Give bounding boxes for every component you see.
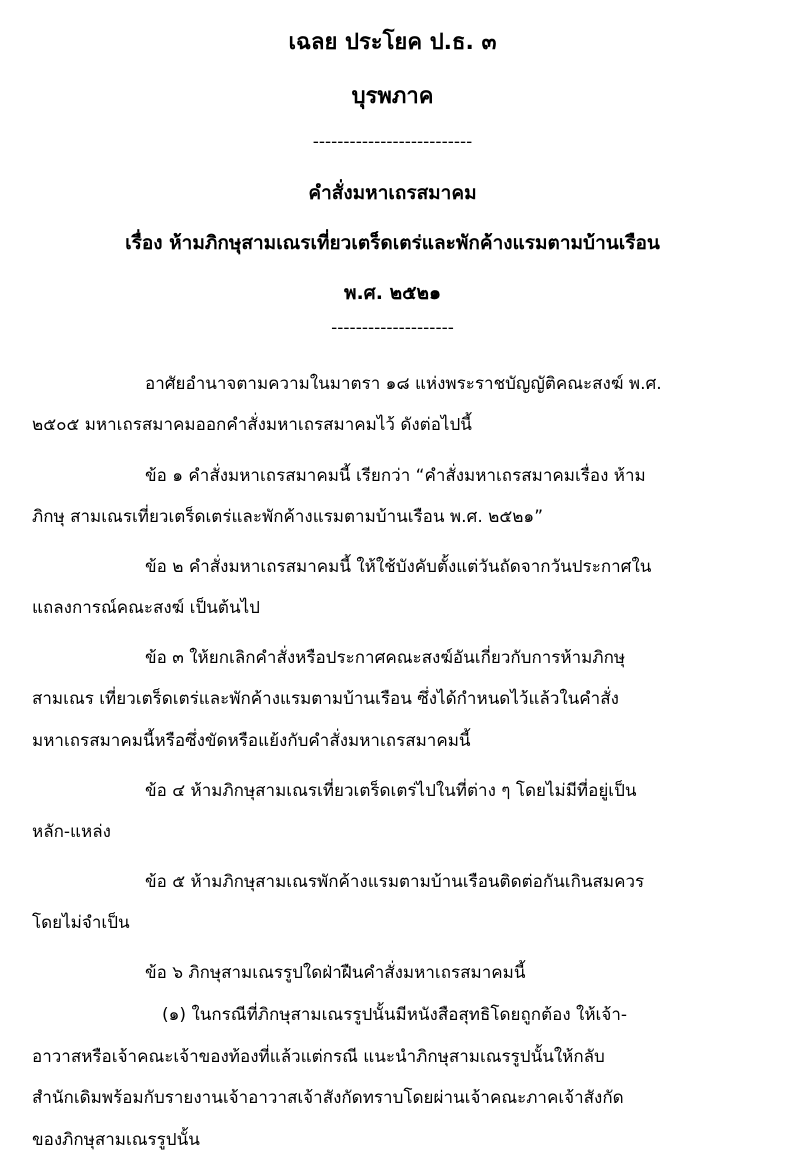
document-title: เฉลย ประโยค ป.ธ. ๓ xyxy=(288,30,497,55)
body-line: ของภิกษุสามเณรรูปนั้น xyxy=(32,1130,200,1150)
divider-bottom: -------------------- xyxy=(331,318,454,338)
body-line: หลัก-แหล่ง xyxy=(32,822,111,842)
order-title: คำสั่งมหาเถรสมาคม xyxy=(308,182,477,204)
body-line: แถลงการณ์คณะสงฆ์ เป็นต้นไป xyxy=(32,598,260,618)
order-year: พ.ศ. ๒๕๒๑ xyxy=(343,282,442,304)
body-line: ข้อ ๕ ห้ามภิกษุสามเณรพักค้างแรมตามบ้านเรือนติดต่อกันเกินสมควร xyxy=(145,872,645,892)
body-line: ข้อ ๑ คำสั่งมหาเถรสมาคมนี้ เรียกว่า “คำสั่งมหาเถรสมาคมเรื่อง ห้าม xyxy=(145,466,646,486)
body-line: ข้อ ๔ ห้ามภิกษุสามเณรเที่ยวเตร็ดเตร่ไปในที่ต่าง ๆ โดยไม่มีที่อยู่เป็น xyxy=(145,781,637,801)
body-line: ข้อ ๒ คำสั่งมหาเถรสมาคมนี้ ให้ใช้บังคับตั้งแต่วันถัดจากวันประกาศใน xyxy=(145,557,652,577)
body-line: สามเณร เที่ยวเตร็ดเตร่และพักค้างแรมตามบ้านเรือน ซึ่งได้กำหนดไว้แล้วในคำสั่ง xyxy=(32,689,619,709)
order-subject: เรื่อง ห้ามภิกษุสามเณรเที่ยวเตร็ดเตร่และพักค้างแรมตามบ้านเรือน xyxy=(125,232,660,254)
section-title: บุรพภาค xyxy=(351,84,434,109)
body-line: สำนักเดิมพร้อมกับรายงานเจ้าอาวาสเจ้าสังกัดทราบโดยผ่านเจ้าคณะภาคเจ้าสังกัด xyxy=(32,1088,624,1108)
body-line: ข้อ ๖ ภิกษุสามเณรรูปใดฝ่าฝืนคำสั่งมหาเถรสมาคมนี้ xyxy=(145,963,526,983)
body-line: ข้อ ๓ ให้ยกเลิกคำสั่งหรือประกาศคณะสงฆ์อันเกี่ยวกับการห้ามภิกษุ xyxy=(145,648,626,668)
body-line: อาศัยอำนาจตามความในมาตรา ๑๘ แห่งพระราชบัญญัติคณะสงฆ์ พ.ศ. xyxy=(145,374,662,394)
body-line: อาวาสหรือเจ้าคณะเจ้าของท้องที่แล้วแต่กรณี แนะนำภิกษุสามเณรรูปนั้นให้กลับ xyxy=(32,1047,605,1067)
body-line: ภิกษุ สามเณรเที่ยวเตร็ดเตร่และพักค้างแรมตามบ้านเรือน พ.ศ. ๒๕๒๑” xyxy=(32,507,544,527)
body-line: ๒๕๐๕ มหาเถรสมาคมออกคำสั่งมหาเถรสมาคมไว้ ดังต่อไปนี้ xyxy=(32,415,472,435)
divider-top: -------------------------- xyxy=(312,132,473,152)
body-line: โดยไม่จำเป็น xyxy=(32,913,130,933)
body-line: (๑) ในกรณีที่ภิกษุสามเณรรูปนั้นมีหนังสือสุทธิโดยถูกต้อง ให้เจ้า- xyxy=(162,1005,628,1025)
body-line: มหาเถรสมาคมนี้หรือซึ่งขัดหรือแย้งกับคำสั่งมหาเถรสมาคมนี้ xyxy=(32,731,471,751)
